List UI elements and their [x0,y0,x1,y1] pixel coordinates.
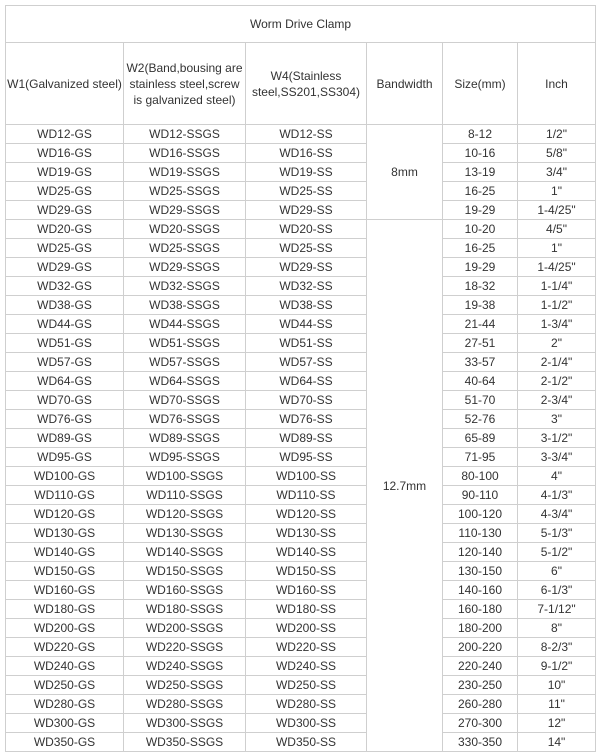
cell-w4: WD12-SS [246,125,367,144]
table-row [6,505,596,524]
cell-w2: WD220-SSGS [124,638,246,657]
cell-w2: WD32-SSGS [124,277,246,296]
cell-w2: WD64-SSGS [124,372,246,391]
table-row [6,372,596,391]
cell-w4: WD180-SS [246,600,367,619]
title-row [6,6,596,43]
cell-w1: WD64-GS [6,372,124,391]
cell-size: 21-44 [443,315,518,334]
header-inch: Inch [518,43,596,125]
cell-w1: WD180-GS [6,600,124,619]
cell-w4: WD57-SS [246,353,367,372]
cell-w2: WD150-SSGS [124,562,246,581]
cell-w1: WD200-GS [6,619,124,638]
cell-bandwidth: 12.7mm [367,220,443,752]
cell-w4: WD64-SS [246,372,367,391]
cell-w4: WD19-SS [246,163,367,182]
cell-w2: WD16-SSGS [124,144,246,163]
table-row [6,619,596,638]
cell-w4: WD350-SS [246,733,367,752]
cell-w2: WD44-SSGS [124,315,246,334]
cell-w4: WD140-SS [246,543,367,562]
cell-w1: WD16-GS [6,144,124,163]
table-row [6,429,596,448]
cell-size: 27-51 [443,334,518,353]
cell-w4: WD51-SS [246,334,367,353]
cell-w1: WD57-GS [6,353,124,372]
cell-w1: WD160-GS [6,581,124,600]
cell-w1: WD140-GS [6,543,124,562]
cell-w2: WD160-SSGS [124,581,246,600]
cell-w4: WD240-SS [246,657,367,676]
table-row [6,695,596,714]
cell-inch: 6" [518,562,596,581]
cell-size: 16-25 [443,182,518,201]
table-row [6,334,596,353]
cell-size: 19-29 [443,258,518,277]
cell-inch: 10" [518,676,596,695]
cell-size: 230-250 [443,676,518,695]
cell-w2: WD25-SSGS [124,182,246,201]
cell-w2: WD300-SSGS [124,714,246,733]
table-row [6,543,596,562]
table-row [6,201,596,220]
cell-inch: 7-1/12" [518,600,596,619]
cell-size: 65-89 [443,429,518,448]
cell-w2: WD70-SSGS [124,391,246,410]
table-row [6,600,596,619]
cell-inch: 3-1/2" [518,429,596,448]
cell-w1: WD240-GS [6,657,124,676]
cell-w1: WD76-GS [6,410,124,429]
header-w4: W4(Stainless steel,SS201,SS304) [246,43,367,125]
cell-w4: WD250-SS [246,676,367,695]
table-row [6,676,596,695]
cell-size: 110-130 [443,524,518,543]
table-row [6,315,596,334]
table-row [6,467,596,486]
table-row [6,163,596,182]
cell-w2: WD51-SSGS [124,334,246,353]
cell-inch: 3" [518,410,596,429]
table-title: Worm Drive Clamp [6,6,596,43]
cell-w2: WD130-SSGS [124,524,246,543]
table-row [6,144,596,163]
header-w2: W2(Band,bousing are stainless steel,screw is galvanized steel) [124,43,246,125]
cell-inch: 2-1/4" [518,353,596,372]
cell-inch: 8" [518,619,596,638]
cell-w1: WD110-GS [6,486,124,505]
header-size: Size(mm) [443,43,518,125]
table-row [6,239,596,258]
cell-inch: 1" [518,182,596,201]
cell-w1: WD280-GS [6,695,124,714]
cell-w4: WD95-SS [246,448,367,467]
cell-w1: WD20-GS [6,220,124,239]
cell-size: 100-120 [443,505,518,524]
table-row [6,410,596,429]
table-body [6,125,596,752]
cell-inch: 1-4/25" [518,201,596,220]
cell-size: 16-25 [443,239,518,258]
cell-inch: 5-1/3" [518,524,596,543]
cell-size: 330-350 [443,733,518,752]
cell-size: 52-76 [443,410,518,429]
cell-w1: WD70-GS [6,391,124,410]
cell-w4: WD160-SS [246,581,367,600]
cell-w2: WD350-SSGS [124,733,246,752]
table-row [6,581,596,600]
cell-inch: 1" [518,239,596,258]
cell-w4: WD280-SS [246,695,367,714]
cell-w1: WD29-GS [6,201,124,220]
cell-w2: WD180-SSGS [124,600,246,619]
cell-inch: 1/2" [518,125,596,144]
table-row [6,486,596,505]
cell-size: 10-16 [443,144,518,163]
table-row [6,277,596,296]
table-row [6,296,596,315]
cell-w1: WD150-GS [6,562,124,581]
cell-w1: WD120-GS [6,505,124,524]
table-row [6,562,596,581]
cell-w1: WD19-GS [6,163,124,182]
cell-w4: WD200-SS [246,619,367,638]
cell-inch: 6-1/3" [518,581,596,600]
cell-w2: WD100-SSGS [124,467,246,486]
cell-w4: WD25-SS [246,239,367,258]
cell-w2: WD89-SSGS [124,429,246,448]
cell-size: 13-19 [443,163,518,182]
table-row [6,182,596,201]
table-row [6,657,596,676]
cell-size: 19-29 [443,201,518,220]
cell-inch: 1-4/25" [518,258,596,277]
cell-w2: WD38-SSGS [124,296,246,315]
cell-size: 10-20 [443,220,518,239]
cell-w2: WD29-SSGS [124,201,246,220]
cell-w1: WD38-GS [6,296,124,315]
header-w1: W1(Galvanized steel) [6,43,124,125]
cell-w2: WD57-SSGS [124,353,246,372]
cell-inch: 5-1/2" [518,543,596,562]
cell-w4: WD120-SS [246,505,367,524]
cell-w2: WD110-SSGS [124,486,246,505]
cell-w4: WD29-SS [246,201,367,220]
cell-inch: 1-3/4" [518,315,596,334]
cell-size: 140-160 [443,581,518,600]
table-row [6,733,596,752]
cell-w1: WD44-GS [6,315,124,334]
cell-size: 18-32 [443,277,518,296]
cell-w2: WD25-SSGS [124,239,246,258]
cell-w1: WD100-GS [6,467,124,486]
header-bandwidth: Bandwidth [367,43,443,125]
cell-size: 130-150 [443,562,518,581]
cell-w4: WD20-SS [246,220,367,239]
cell-w2: WD140-SSGS [124,543,246,562]
cell-w4: WD100-SS [246,467,367,486]
worm-drive-clamp-table [5,5,596,752]
cell-w2: WD200-SSGS [124,619,246,638]
cell-inch: 4" [518,467,596,486]
cell-inch: 1-1/2" [518,296,596,315]
cell-size: 270-300 [443,714,518,733]
cell-w2: WD20-SSGS [124,220,246,239]
table-row [6,448,596,467]
cell-size: 40-64 [443,372,518,391]
cell-w1: WD250-GS [6,676,124,695]
cell-inch: 4-3/4" [518,505,596,524]
table-row [6,353,596,372]
cell-w4: WD76-SS [246,410,367,429]
cell-inch: 4/5" [518,220,596,239]
cell-w4: WD89-SS [246,429,367,448]
table-row [6,220,596,239]
cell-size: 260-280 [443,695,518,714]
cell-w2: WD76-SSGS [124,410,246,429]
cell-size: 71-95 [443,448,518,467]
cell-w1: WD95-GS [6,448,124,467]
cell-w1: WD12-GS [6,125,124,144]
table-row [6,638,596,657]
cell-w1: WD350-GS [6,733,124,752]
cell-w2: WD95-SSGS [124,448,246,467]
table-row [6,258,596,277]
cell-inch: 3/4" [518,163,596,182]
cell-w4: WD38-SS [246,296,367,315]
cell-w1: WD220-GS [6,638,124,657]
cell-size: 8-12 [443,125,518,144]
cell-size: 19-38 [443,296,518,315]
cell-inch: 5/8" [518,144,596,163]
cell-w2: WD120-SSGS [124,505,246,524]
cell-w4: WD300-SS [246,714,367,733]
cell-w2: WD240-SSGS [124,657,246,676]
cell-inch: 2-3/4" [518,391,596,410]
cell-inch: 11" [518,695,596,714]
cell-size: 180-200 [443,619,518,638]
cell-w1: WD130-GS [6,524,124,543]
cell-size: 220-240 [443,657,518,676]
cell-inch: 14" [518,733,596,752]
cell-w1: WD32-GS [6,277,124,296]
cell-size: 80-100 [443,467,518,486]
cell-w1: WD25-GS [6,239,124,258]
table-row [6,714,596,733]
cell-inch: 12" [518,714,596,733]
cell-size: 90-110 [443,486,518,505]
cell-w1: WD300-GS [6,714,124,733]
cell-w2: WD12-SSGS [124,125,246,144]
table-row [6,125,596,144]
cell-w4: WD110-SS [246,486,367,505]
cell-w4: WD29-SS [246,258,367,277]
cell-inch: 9-1/2" [518,657,596,676]
cell-w2: WD19-SSGS [124,163,246,182]
cell-w4: WD44-SS [246,315,367,334]
table-row [6,524,596,543]
cell-inch: 8-2/3" [518,638,596,657]
cell-inch: 2" [518,334,596,353]
cell-w2: WD280-SSGS [124,695,246,714]
cell-w1: WD51-GS [6,334,124,353]
cell-w2: WD29-SSGS [124,258,246,277]
cell-w2: WD250-SSGS [124,676,246,695]
cell-size: 120-140 [443,543,518,562]
cell-w4: WD150-SS [246,562,367,581]
cell-size: 51-70 [443,391,518,410]
cell-w4: WD130-SS [246,524,367,543]
cell-w4: WD32-SS [246,277,367,296]
cell-w4: WD70-SS [246,391,367,410]
cell-w1: WD25-GS [6,182,124,201]
cell-size: 33-57 [443,353,518,372]
table-row [6,391,596,410]
cell-size: 200-220 [443,638,518,657]
cell-inch: 3-3/4" [518,448,596,467]
cell-w4: WD220-SS [246,638,367,657]
cell-w4: WD16-SS [246,144,367,163]
cell-inch: 2-1/2" [518,372,596,391]
header-row [6,43,596,125]
cell-w4: WD25-SS [246,182,367,201]
cell-size: 160-180 [443,600,518,619]
cell-inch: 1-1/4" [518,277,596,296]
cell-inch: 4-1/3" [518,486,596,505]
cell-w1: WD29-GS [6,258,124,277]
cell-w1: WD89-GS [6,429,124,448]
cell-bandwidth: 8mm [367,125,443,220]
